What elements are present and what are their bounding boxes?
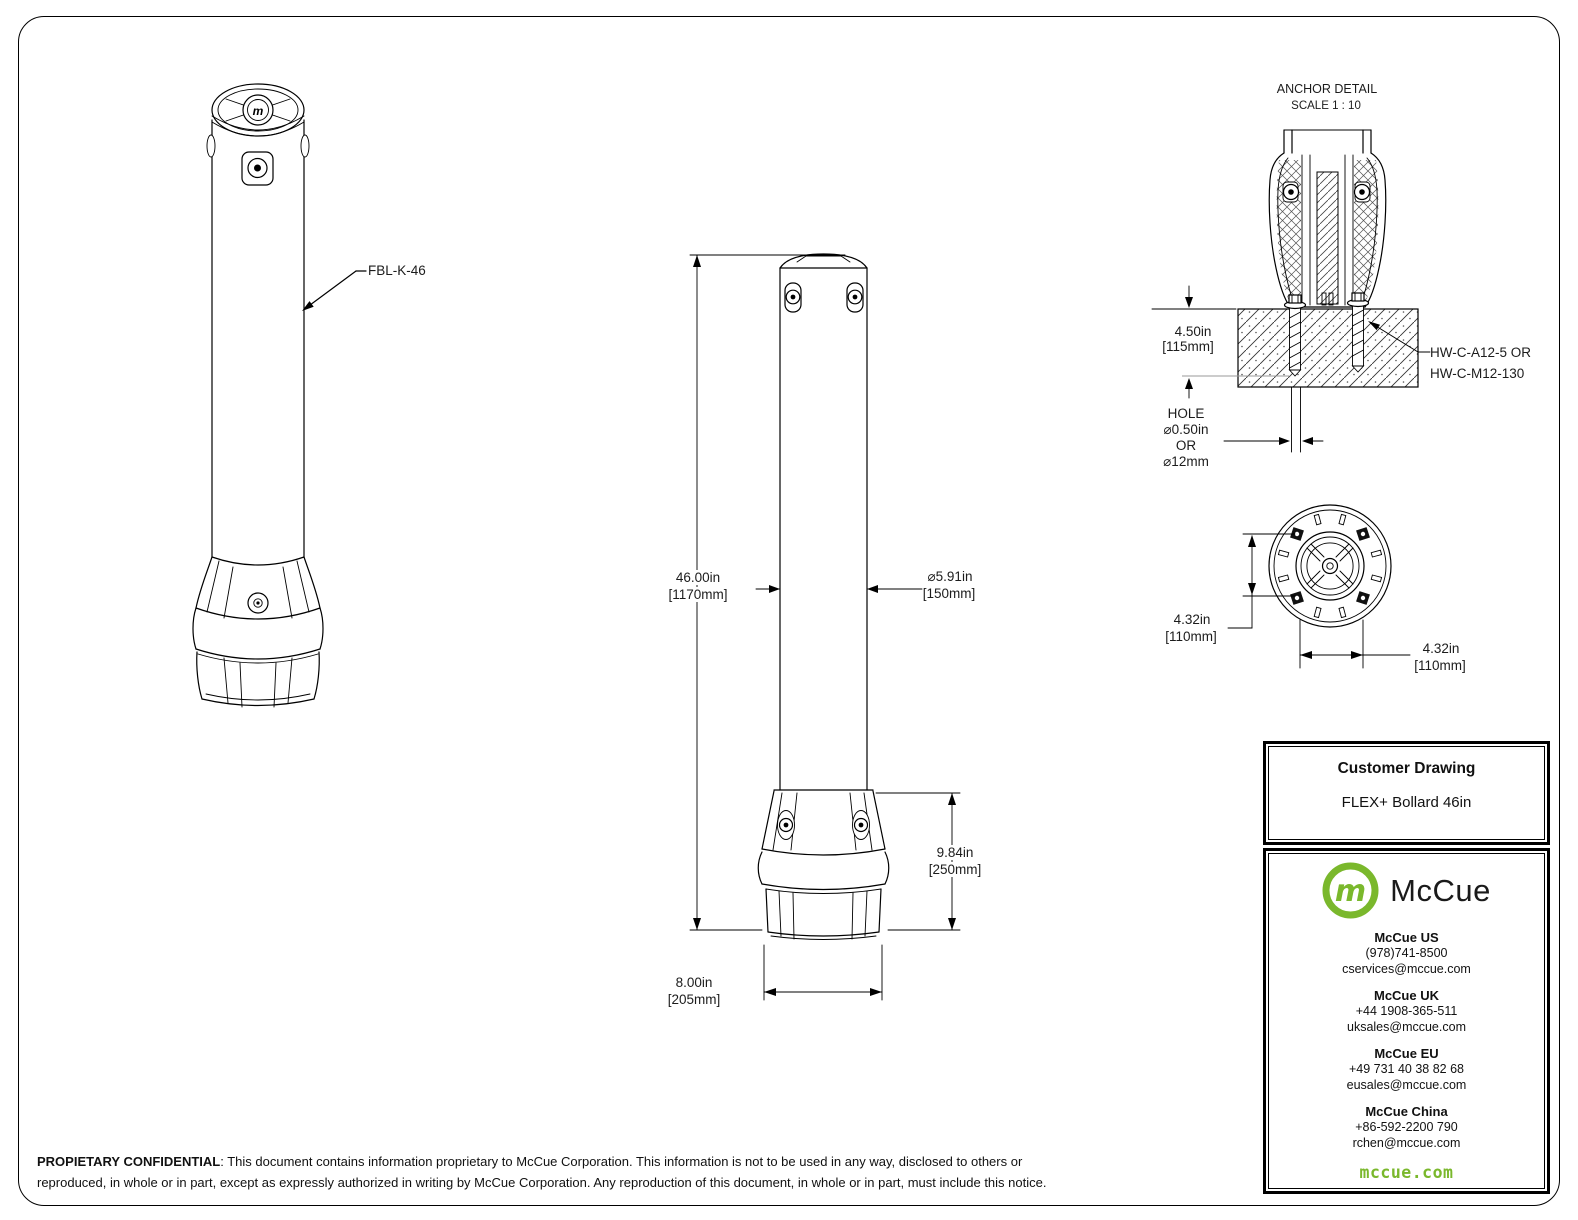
proprietary-notice-line2: reproduced, in whole or in part, except as expressly authorized in writing by McCue Corporation. Any reproduction of this document, in whole or in part, must include this notice. [37, 1175, 1047, 1190]
anchor-detail-scale: SCALE 1 : 10 [1291, 100, 1361, 112]
title-block-header-box [1263, 741, 1550, 845]
bolt-spacing-horizontal-in: 4.32in [1422, 641, 1460, 656]
contact-name: McCue China [1365, 1104, 1448, 1119]
base-height-dimension-in: 9.84in [936, 845, 974, 860]
anchor-detail-section-view [1152, 130, 1430, 452]
hole-or-label: OR [1175, 438, 1197, 453]
hole-diameter-mm: ⌀12mm [1163, 454, 1209, 469]
hole-label: HOLE [1167, 406, 1205, 421]
brand-row [1269, 862, 1544, 919]
anchor-hardware-label-2: HW-C-M12-130 [1430, 366, 1525, 381]
contact-name: McCue US [1374, 930, 1439, 945]
anchor-hardware-label-1: HW-C-A12-5 OR [1430, 345, 1532, 360]
anchor-bottom-view [1228, 505, 1410, 668]
part-label-leader [302, 271, 366, 311]
proprietary-notice-line1: : This document contains information proprietary to McCue Corporation. This information is not to be used in any way, disclosed to others or [220, 1154, 1023, 1169]
contact-phone: (978)741-8500 [1365, 946, 1448, 960]
drawing-subtitle: FLEX+ Bollard 46in [1341, 794, 1472, 811]
bollard-isometric-view [193, 84, 366, 707]
contact-phone: +44 1908-365-511 [1355, 1004, 1458, 1018]
logo-letter: m [1335, 874, 1367, 909]
bolt-spacing-horizontal-mm: [110mm] [1414, 658, 1466, 673]
proprietary-notice [37, 1151, 1046, 1193]
contact-phone: +49 731 40 38 82 68 [1348, 1062, 1465, 1076]
proprietary-notice-label: PROPIETARY CONFIDENTIAL [37, 1154, 221, 1169]
base-width-dimension-mm: [205mm] [667, 992, 721, 1007]
front-view-dimensions [690, 255, 960, 1000]
embed-depth-dimension-mm: [115mm] [1162, 339, 1214, 354]
height-dimension-in: 46.00in [675, 570, 721, 585]
bolt-spacing-vertical-in: 4.32in [1173, 612, 1211, 627]
diameter-dimension-in: ⌀5.91in [927, 569, 973, 584]
drawing-type-title: Customer Drawing [1337, 760, 1476, 777]
cap-logo-letter: m [252, 104, 264, 118]
contact-group-us [1269, 930, 1544, 977]
contact-group-china [1269, 1104, 1544, 1151]
contact-phone: +86-592-2200 790 [1355, 1120, 1458, 1134]
contact-name: McCue EU [1374, 1046, 1439, 1061]
embed-depth-dimension-in: 4.50in [1174, 324, 1212, 339]
height-dimension-mm: [1170mm] [668, 587, 728, 602]
anchor-detail-title: ANCHOR DETAIL [1276, 82, 1378, 96]
base-height-dimension-mm: [250mm] [928, 862, 982, 877]
contact-email: uksales@mccue.com [1347, 1019, 1466, 1034]
hole-diameter-in: ⌀0.50in [1163, 422, 1209, 437]
diameter-dimension-mm: [150mm] [922, 586, 976, 601]
brand-wordmark: McCue [1390, 872, 1491, 908]
website-label: mccue.com [1359, 1163, 1454, 1182]
contact-group-uk [1269, 988, 1544, 1035]
title-block-contact-box [1263, 848, 1550, 1194]
contact-email: eusales@mccue.com [1346, 1077, 1467, 1092]
contact-email: rchen@mccue.com [1352, 1135, 1461, 1150]
part-number-label: FBL-K-46 [368, 263, 426, 278]
title-block [1263, 741, 1550, 1194]
base-width-dimension-in: 8.00in [675, 975, 713, 990]
contact-group-eu [1269, 1046, 1544, 1093]
contact-name: McCue UK [1373, 988, 1439, 1003]
mccue-logo-icon [1322, 862, 1379, 919]
bollard-front-view [758, 254, 889, 940]
contact-email: cservices@mccue.com [1342, 961, 1471, 976]
bolt-spacing-vertical-mm: [110mm] [1165, 629, 1217, 644]
